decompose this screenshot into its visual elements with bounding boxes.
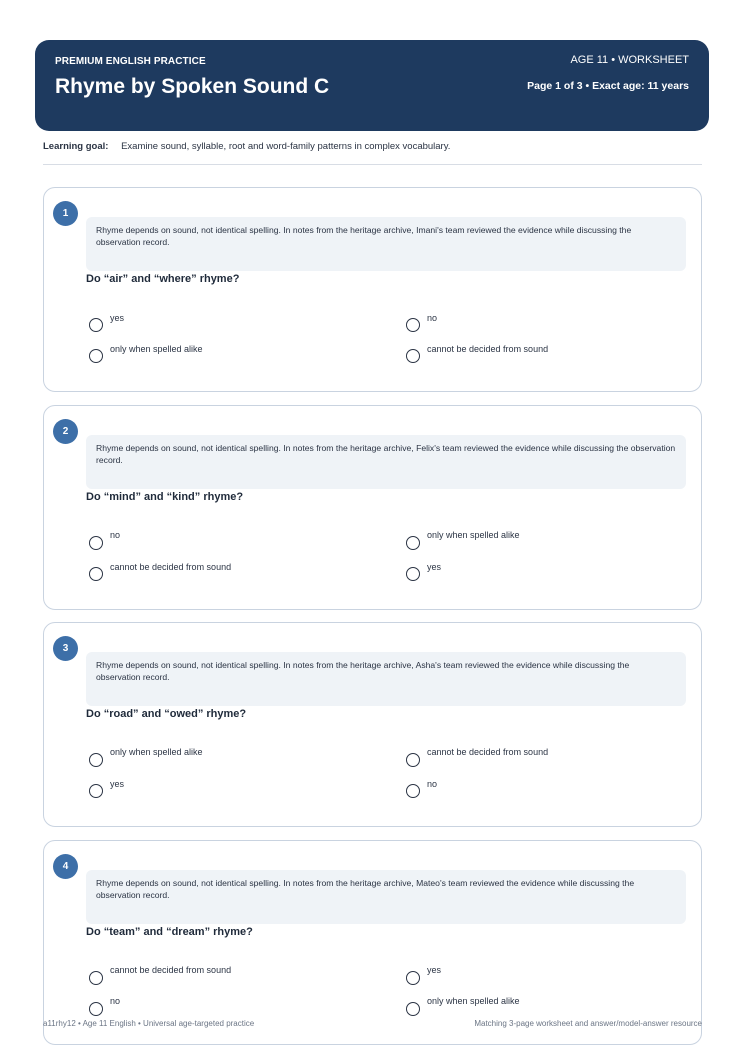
question-passage: Rhyme depends on sound, not identical spelling. In notes from the heritage archive, Asha's team reviewed the evidence while discussing the observation record. (86, 652, 686, 706)
divider (43, 164, 702, 165)
age-worksheet-label: AGE 11 • WORKSHEET (570, 54, 689, 66)
option-radio-d[interactable] (406, 1002, 420, 1016)
option-label-a: yes (110, 313, 125, 323)
option-radio-a[interactable] (89, 318, 103, 332)
question-passage: Rhyme depends on sound, not identical spelling. In notes from the heritage archive, Mateo's team reviewed the evidence while discussing the observation record. (86, 870, 686, 924)
option-radio-b[interactable] (406, 971, 420, 985)
question-prompt: Do “mind” and “kind” rhyme? (86, 491, 244, 503)
footer-left: a11rhy12 • Age 11 English • Universal age-targeted practice (43, 1019, 255, 1028)
option-label-b: cannot be decided from sound (427, 747, 549, 757)
option-label-d: only when spelled alike (427, 996, 520, 1006)
brand-label: PREMIUM ENGLISH PRACTICE (55, 56, 206, 67)
question-card-3 (43, 622, 702, 827)
option-radio-d[interactable] (406, 567, 420, 581)
question-prompt: Do “air” and “where” rhyme? (86, 273, 240, 285)
option-label-a: only when spelled alike (110, 747, 203, 757)
footer-right: Matching 3-page worksheet and answer/model-answer resource (474, 1019, 702, 1028)
option-label-c: only when spelled alike (110, 344, 203, 354)
option-radio-a[interactable] (89, 971, 103, 985)
option-radio-c[interactable] (89, 349, 103, 363)
option-radio-a[interactable] (89, 753, 103, 767)
option-radio-c[interactable] (89, 567, 103, 581)
question-number: 2 (53, 419, 78, 444)
option-radio-b[interactable] (406, 318, 420, 332)
option-radio-d[interactable] (406, 784, 420, 798)
option-label-b: no (427, 313, 438, 323)
option-label-a: no (110, 530, 121, 540)
question-prompt: Do “team” and “dream” rhyme? (86, 926, 253, 938)
option-radio-b[interactable] (406, 753, 420, 767)
option-radio-c[interactable] (89, 784, 103, 798)
option-label-b: only when spelled alike (427, 530, 520, 540)
option-radio-c[interactable] (89, 1002, 103, 1016)
question-number: 3 (53, 636, 78, 661)
option-label-c: no (110, 996, 121, 1006)
option-label-c: yes (110, 779, 125, 789)
question-passage: Rhyme depends on sound, not identical spelling. In notes from the heritage archive, Imani's team reviewed the evidence while discussing the observation record. (86, 217, 686, 271)
option-label-c: cannot be decided from sound (110, 562, 232, 572)
learning-goal (43, 141, 450, 152)
question-card-4 (43, 840, 702, 1045)
question-prompt: Do “road” and “owed” rhyme? (86, 708, 247, 720)
option-label-d: no (427, 779, 438, 789)
question-number: 1 (53, 201, 78, 226)
learning-goal-label: Learning goal: (43, 141, 109, 152)
option-radio-b[interactable] (406, 536, 420, 550)
question-card-2 (43, 405, 702, 610)
question-number: 4 (53, 854, 78, 879)
option-label-d: yes (427, 562, 442, 572)
option-label-a: cannot be decided from sound (110, 965, 232, 975)
worksheet-header (35, 40, 709, 131)
option-radio-a[interactable] (89, 536, 103, 550)
learning-goal-text: Examine sound, syllable, root and word-family patterns in complex vocabulary. (121, 141, 451, 152)
question-card-1 (43, 187, 702, 392)
worksheet-title: Rhyme by Spoken Sound C (55, 75, 330, 98)
option-label-b: yes (427, 965, 442, 975)
question-passage: Rhyme depends on sound, not identical spelling. In notes from the heritage archive, Felix's team reviewed the evidence while discussing the observation record. (86, 435, 686, 489)
option-label-d: cannot be decided from sound (427, 344, 549, 354)
option-radio-d[interactable] (406, 349, 420, 363)
page-info: Page 1 of 3 • Exact age: 11 years (527, 80, 689, 92)
